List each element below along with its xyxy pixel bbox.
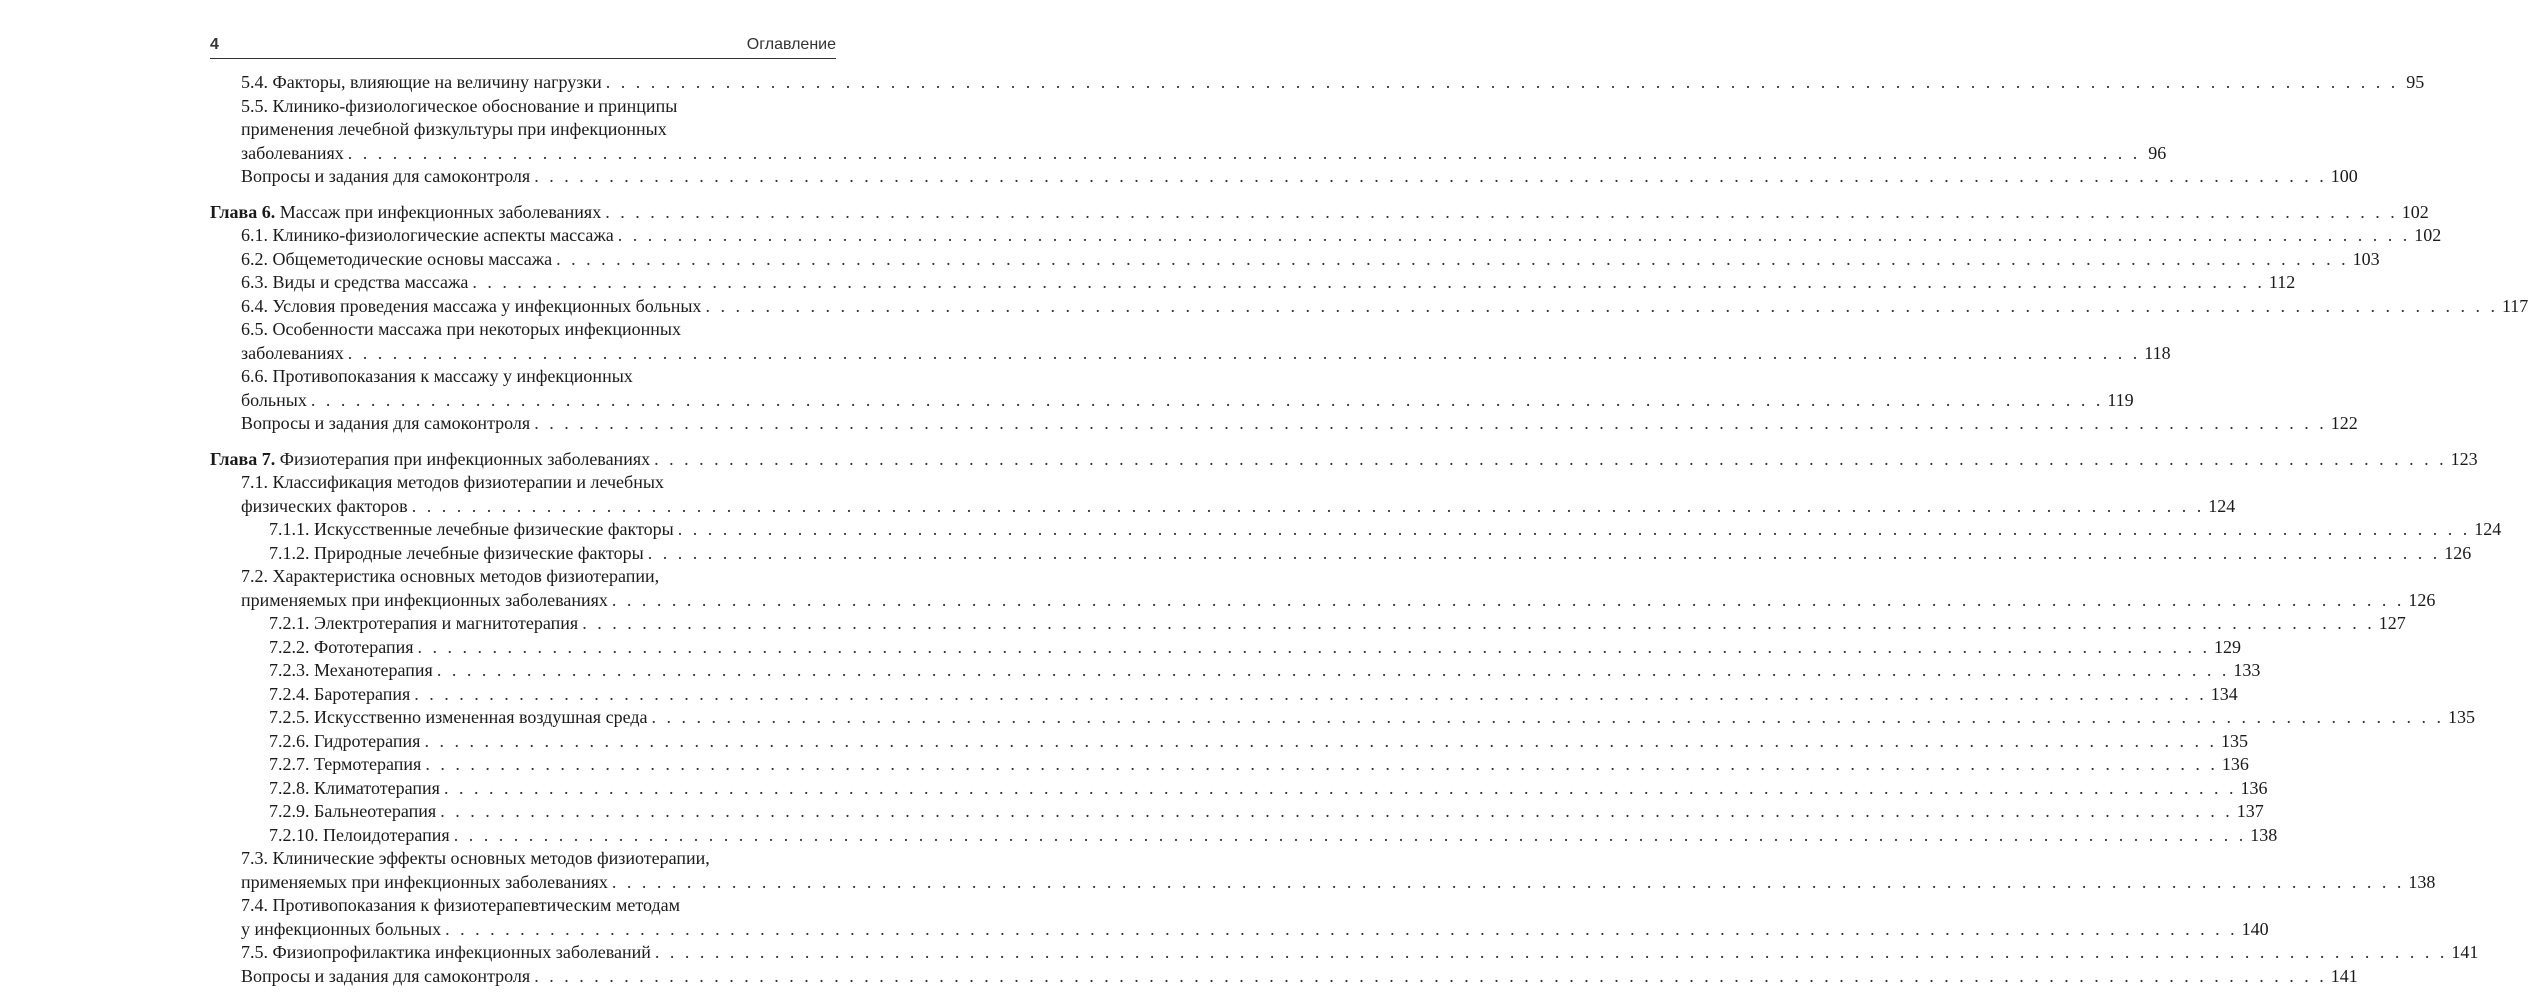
toc-page-number: 135 xyxy=(2220,730,2248,751)
toc-entry-text: 7.1.1. Искусственные лечебные физические факторы xyxy=(269,519,674,539)
toc-entry-text: 7.2.7. Термотерапия xyxy=(269,754,422,774)
toc-subsection-entry[interactable] xyxy=(210,659,2261,683)
toc-entry-title xyxy=(241,342,344,366)
dot-leader: . . . . . . . . . . . . . . . . . . . . . . . . . . . . . . . . . . . . . . . . . . . . . . . . . . . . . . . . . . . . . . . . . . . . . . . . . . . . . . . . . . . . . . . . . . . . . . . . . . . . . . . . . . . . . . . . . . . . . . . . xyxy=(654,942,2448,962)
toc-subsection-entry[interactable] xyxy=(210,683,2238,707)
dot-leader: . . . . . . . . . . . . . . . . . . . . . . . . . . . . . . . . . . . . . . . . . . . . . . . . . . . . . . . . . . . . . . . . . . . . . . . . . . . . . . . . . . . . . . . . . . . . . . . . . . . . . . . . . . . . . . . . . . . . . . . . xyxy=(417,636,2211,657)
toc-entry-title xyxy=(241,895,680,915)
toc-entry-title xyxy=(269,800,436,824)
toc-page-number: 96 xyxy=(2148,142,2167,163)
toc-entry-title xyxy=(241,472,664,492)
toc-entry-title xyxy=(269,753,421,777)
dot-leader: . . . . . . . . . . . . . . . . . . . . . . . . . . . . . . . . . . . . . . . . . . . . . . . . . . . . . . . . . . . . . . . . . . . . . . . . . . . . . . . . . . . . . . . . . . . . . . . . . . . . . . . . . . . . . . . . . . . . . . . . xyxy=(534,166,2327,186)
running-header xyxy=(210,36,836,58)
dot-leader: . . . . . . . . . . . . . . . . . . . . . . . . . . . . . . . . . . . . . . . . . . . . . . . . . . . . . . . . . . . . . . . . . . . . . . . . . . . . . . . . . . . . . . . . . . . . . . . . . . . . . . . . . . . . . . . . . . . . . . . . xyxy=(605,72,2399,92)
toc-page-number: 135 xyxy=(2447,707,2475,727)
toc-section-entry[interactable] xyxy=(210,224,2442,248)
toc-entry-title xyxy=(241,165,530,189)
toc-entry-text: у инфекционных больных xyxy=(241,918,442,939)
toc-entry-text: 6.6. Противопоказания к массажу у инфекционных xyxy=(241,366,633,386)
dot-leader: . . . . . . . . . . . . . . . . . . . . . . . . . . . . . . . . . . . . . . . . . . . . . . . . . . . . . . . . . . . . . . . . . . . . . . . . . . . . . . . . . . . . . . . . . . . . . . . . . . . . . . . . . . . . . . . . . . . . . . . . xyxy=(445,918,2238,939)
dot-leader: . . . . . . . . . . . . . . . . . . . . . . . . . . . . . . . . . . . . . . . . . . . . . . . . . . . . . . . . . . . . . . . . . . . . . . . . . . . . . . . . . . . . . . . . . . . . . . . . . . . . . . . . . . . . . . . . . . . . . . . . xyxy=(556,248,2349,269)
section-gap xyxy=(210,436,836,448)
toc-entry-title xyxy=(241,848,710,868)
toc-entry-title xyxy=(269,777,440,801)
toc-subsection-entry[interactable] xyxy=(210,706,2475,730)
toc-entry-title xyxy=(269,542,644,566)
toc-section-entry[interactable] xyxy=(210,295,2528,319)
dot-leader: . . . . . . . . . . . . . . . . . . . . . . . . . . . . . . . . . . . . . . . . . . . . . . . . . . . . . . . . . . . . . . . . . . . . . . . . . . . . . . . . . . . . . . . . . . . . . . . . . . . . . . . . . . . . . . . . . . . . . . . . xyxy=(425,754,2218,774)
toc-entry-text: 5.5. Клинико-физиологическое обоснование и принципы xyxy=(241,95,678,116)
dot-leader: . . . . . . . . . . . . . . . . . . . . . . . . . . . . . . . . . . . . . . . . . . . . . . . . . . . . . . . . . . . . . . . . . . . . . . . . . . . . . . . . . . . . . . . . . . . . . . . . . . . . . . . . . . . . . . . . . . . . . . . . xyxy=(582,613,2375,633)
chapter-label: Глава 6. xyxy=(210,201,276,222)
toc-section-entry[interactable] xyxy=(210,941,2479,965)
dot-leader: . . . . . . . . . . . . . . . . . . . . . . . . . . . . . . . . . . . . . . . . . . . . . . . . . . . . . . . . . . . . . . . . . . . . . . . . . . . . . . . . . . . . . . . . . . . . . . . . . . . . . . . . . . . . . . . . . . . . . . . . xyxy=(453,824,2247,845)
toc-page-number: 103 xyxy=(2352,248,2380,269)
toc-entry-title xyxy=(241,271,468,295)
toc-entry-title xyxy=(269,824,450,848)
toc-entry-title xyxy=(241,71,602,95)
toc-section-entry[interactable] xyxy=(210,847,2436,894)
dot-leader: . . . . . . . . . . . . . . . . . . . . . . . . . . . . . . . . . . . . . . . . . . . . . . . . . . . . . . . . . . . . . . . . . . . . . . . . . . . . . . . . . . . . . . . . . . . . . . . . . . . . . . . . . . . . . . . . . . . . . . . . xyxy=(436,660,2230,680)
toc-entry-title xyxy=(269,730,420,754)
toc-page-number: 102 xyxy=(2401,201,2429,222)
dot-leader: . . . . . . . . . . . . . . . . . . . . . . . . . . . . . . . . . . . . . . . . . . . . . . . . . . . . . . . . . . . . . . . . . . . . . . . . . . . . . . . . . . . . . . . . . . . . . . . . . . . . . . . . . . . . . . . . . . . . . . . . xyxy=(605,201,2398,222)
dot-leader: . . . . . . . . . . . . . . . . . . . . . . . . . . . . . . . . . . . . . . . . . . . . . . . . . . . . . . . . . . . . . . . . . . . . . . . . . . . . . . . . . . . . . . . . . . . . . . . . . . . . . . . . . . . . . . . . . . . . . . . . xyxy=(534,965,2327,986)
toc-section-entry[interactable] xyxy=(210,165,2358,189)
toc-entry-text: 7.2.3. Механотерапия xyxy=(269,660,433,680)
toc-entry-title xyxy=(210,448,650,472)
toc-entry-text: применения лечебной физкультуры при инфекционных xyxy=(241,119,667,139)
toc-subsection-entry[interactable] xyxy=(210,542,2472,566)
toc-entry-title xyxy=(241,941,651,965)
toc-chapter-entry[interactable] xyxy=(210,201,2429,225)
dot-leader: . . . . . . . . . . . . . . . . . . . . . . . . . . . . . . . . . . . . . . . . . . . . . . . . . . . . . . . . . . . . . . . . . . . . . . . . . . . . . . . . . . . . . . . . . . . . . . . . . . . . . . . . . . . . . . . . . . . . . . . . xyxy=(347,342,2141,363)
toc-entry-text: Массаж при инфекционных заболеваниях xyxy=(275,201,602,222)
toc-page-number: 141 xyxy=(2330,965,2358,986)
toc-page-number: 136 xyxy=(2221,754,2249,774)
toc-subsection-entry[interactable] xyxy=(210,777,2268,801)
toc-entry-title xyxy=(241,918,441,942)
toc-entry-text: Вопросы и задания для самоконтроля xyxy=(241,965,531,986)
toc-entry-text: 5.4. Факторы, влияющие на величину нагрузки xyxy=(241,72,602,92)
toc-section-entry[interactable] xyxy=(210,71,2425,95)
toc-entry-title xyxy=(241,389,307,413)
toc-page-number: 124 xyxy=(2208,495,2236,516)
dot-leader: . . . . . . . . . . . . . . . . . . . . . . . . . . . . . . . . . . . . . . . . . . . . . . . . . . . . . . . . . . . . . . . . . . . . . . . . . . . . . . . . . . . . . . . . . . . . . . . . . . . . . . . . . . . . . . . . . . . . . . . . xyxy=(705,295,2498,316)
toc-entry-text: 6.4. Условия проведения массажа у инфекционных больных xyxy=(241,295,702,316)
toc-section-entry[interactable] xyxy=(210,471,2236,518)
toc-page-number: 126 xyxy=(2408,589,2436,610)
dot-leader: . . . . . . . . . . . . . . . . . . . . . . . . . . . . . . . . . . . . . . . . . . . . . . . . . . . . . . . . . . . . . . . . . . . . . . . . . . . . . . . . . . . . . . . . . . . . . . . . . . . . . . . . . . . . . . . . . . . . . . . . xyxy=(347,142,2141,163)
toc-subsection-entry[interactable] xyxy=(210,612,2406,636)
toc-entry-title xyxy=(269,659,433,683)
dot-leader: . . . . . . . . . . . . . . . . . . . . . . . . . . . . . . . . . . . . . . . . . . . . . . . . . . . . . . . . . . . . . . . . . . . . . . . . . . . . . . . . . . . . . . . . . . . . . . . . . . . . . . . . . . . . . . . . . . . . . . . . xyxy=(617,225,2411,245)
toc-page-number: 118 xyxy=(2144,342,2171,363)
section-gap xyxy=(210,189,836,201)
toc-entry-text: заболеваниях xyxy=(241,142,344,163)
toc-entry-title xyxy=(269,612,578,636)
dot-leader: . . . . . . . . . . . . . . . . . . . . . . . . . . . . . . . . . . . . . . . . . . . . . . . . . . . . . . . . . . . . . . . . . . . . . . . . . . . . . . . . . . . . . . . . . . . . . . . . . . . . . . . . . . . . . . . . . . . . . . . . xyxy=(654,448,2447,469)
toc-entry-text: 7.2.2. Фототерапия xyxy=(269,636,414,657)
dot-leader: . . . . . . . . . . . . . . . . . . . . . . . . . . . . . . . . . . . . . . . . . . . . . . . . . . . . . . . . . . . . . . . . . . . . . . . . . . . . . . . . . . . . . . . . . . . . . . . . . . . . . . . . . . . . . . . . . . . . . . . . xyxy=(472,272,2265,292)
toc-subsection-entry[interactable] xyxy=(210,753,2249,777)
table-of-contents xyxy=(210,71,2528,988)
toc-subsection-entry[interactable] xyxy=(210,636,2242,660)
toc-entry-text: 7.3. Клинические эффекты основных методов физиотерапии, xyxy=(241,848,710,868)
toc-page-number: 124 xyxy=(2474,519,2502,539)
toc-entry-text: 7.1. Классификация методов физиотерапии и лечебных xyxy=(241,472,664,492)
dot-leader: . . . . . . . . . . . . . . . . . . . . . . . . . . . . . . . . . . . . . . . . . . . . . . . . . . . . . . . . . . . . . . . . . . . . . . . . . . . . . . . . . . . . . . . . . . . . . . . . . . . . . . . . . . . . . . . . . . . . . . . . xyxy=(310,389,2104,410)
toc-entry-text: Вопросы и задания для самоконтроля xyxy=(241,166,531,186)
dot-leader: . . . . . . . . . . . . . . . . . . . . . . . . . . . . . . . . . . . . . . . . . . . . . . . . . . . . . . . . . . . . . . . . . . . . . . . . . . . . . . . . . . . . . . . . . . . . . . . . . . . . . . . . . . . . . . . . . . . . . . . . xyxy=(411,495,2205,516)
toc-entry-text: 6.2. Общеметодические основы массажа xyxy=(241,248,553,269)
toc-entry-title xyxy=(241,412,530,436)
dot-leader: . . . . . . . . . . . . . . . . . . . . . . . . . . . . . . . . . . . . . . . . . . . . . . . . . . . . . . . . . . . . . . . . . . . . . . . . . . . . . . . . . . . . . . . . . . . . . . . . . . . . . . . . . . . . . . . . . . . . . . . . xyxy=(414,683,2207,704)
toc-entry-text: 6.1. Клинико-физиологические аспекты массажа xyxy=(241,225,614,245)
toc-section-entry[interactable] xyxy=(210,965,2358,989)
toc-entry-title xyxy=(241,495,408,519)
toc-page-number: 122 xyxy=(2330,413,2358,433)
toc-entry-text: физических факторов xyxy=(241,495,408,516)
toc-entry-text: 7.4. Противопоказания к физиотерапевтическим методам xyxy=(241,895,680,915)
toc-entry-title xyxy=(241,589,608,613)
toc-page-number: 100 xyxy=(2330,166,2358,186)
toc-entry-text: больных xyxy=(241,389,307,410)
toc-entry-title xyxy=(241,965,530,989)
dot-leader: . . . . . . . . . . . . . . . . . . . . . . . . . . . . . . . . . . . . . . . . . . . . . . . . . . . . . . . . . . . . . . . . . . . . . . . . . . . . . . . . . . . . . . . . . . . . . . . . . . . . . . . . . . . . . . . . . . . . . . . . xyxy=(647,542,2441,563)
toc-entry-text: 7.2.5. Искусственно измененная воздушная среда xyxy=(269,707,648,727)
toc-entry-text: 7.2.4. Баротерапия xyxy=(269,683,411,704)
toc-entry-text: 7.1.2. Природные лечебные физические факторы xyxy=(269,542,644,563)
page-number: 4 xyxy=(210,36,219,53)
toc-entry-title xyxy=(241,295,701,319)
toc-subsection-entry[interactable] xyxy=(210,518,2502,542)
toc-subsection-entry[interactable] xyxy=(210,730,2248,754)
toc-section-entry[interactable] xyxy=(210,412,2358,436)
header-divider xyxy=(210,58,836,59)
toc-entry-text: 7.2.6. Гидротерапия xyxy=(269,730,421,751)
toc-entry-title xyxy=(241,119,667,139)
chapter-label: Глава 7. xyxy=(210,448,276,469)
running-section-title: Оглавление xyxy=(746,36,836,53)
toc-section-entry[interactable] xyxy=(210,365,2134,412)
toc-entry-title xyxy=(241,96,677,116)
toc-entry-title xyxy=(269,636,414,660)
toc-entry-title xyxy=(210,201,601,225)
toc-entry-title xyxy=(269,683,410,707)
toc-entry-text: 7.2.10. Пелоидотерапия xyxy=(269,824,450,845)
toc-subsection-entry[interactable] xyxy=(210,800,2264,824)
dot-leader: . . . . . . . . . . . . . . . . . . . . . . . . . . . . . . . . . . . . . . . . . . . . . . . . . . . . . . . . . . . . . . . . . . . . . . . . . . . . . . . . . . . . . . . . . . . . . . . . . . . . . . . . . . . . . . . . . . . . . . . . xyxy=(677,519,2471,539)
toc-entry-text: 6.5. Особенности массажа при некоторых инфекционных xyxy=(241,319,681,339)
dot-leader: . . . . . . . . . . . . . . . . . . . . . . . . . . . . . . . . . . . . . . . . . . . . . . . . . . . . . . . . . . . . . . . . . . . . . . . . . . . . . . . . . . . . . . . . . . . . . . . . . . . . . . . . . . . . . . . . . . . . . . . . xyxy=(611,589,2405,610)
toc-entry-title xyxy=(269,518,674,542)
toc-page-number: 112 xyxy=(2268,272,2296,292)
toc-entry-text: применяемых при инфекционных заболеваниях xyxy=(241,589,608,610)
toc-page-number: 134 xyxy=(2210,683,2238,704)
toc-page-number: 119 xyxy=(2107,389,2134,410)
toc-section-entry[interactable] xyxy=(210,565,2436,612)
dot-leader: . . . . . . . . . . . . . . . . . . . . . . . . . . . . . . . . . . . . . . . . . . . . . . . . . . . . . . . . . . . . . . . . . . . . . . . . . . . . . . . . . . . . . . . . . . . . . . . . . . . . . . . . . . . . . . . . . . . . . . . . xyxy=(651,707,2444,727)
dot-leader: . . . . . . . . . . . . . . . . . . . . . . . . . . . . . . . . . . . . . . . . . . . . . . . . . . . . . . . . . . . . . . . . . . . . . . . . . . . . . . . . . . . . . . . . . . . . . . . . . . . . . . . . . . . . . . . . . . . . . . . . xyxy=(534,413,2327,433)
toc-page-number: 127 xyxy=(2378,613,2406,633)
toc-page-number: 126 xyxy=(2444,542,2472,563)
dot-leader: . . . . . . . . . . . . . . . . . . . . . . . . . . . . . . . . . . . . . . . . . . . . . . . . . . . . . . . . . . . . . . . . . . . . . . . . . . . . . . . . . . . . . . . . . . . . . . . . . . . . . . . . . . . . . . . . . . . . . . . . xyxy=(443,777,2237,798)
toc-entry-title xyxy=(269,706,647,730)
toc-page-number: 123 xyxy=(2450,448,2478,469)
dot-leader: . . . . . . . . . . . . . . . . . . . . . . . . . . . . . . . . . . . . . . . . . . . . . . . . . . . . . . . . . . . . . . . . . . . . . . . . . . . . . . . . . . . . . . . . . . . . . . . . . . . . . . . . . . . . . . . . . . . . . . . . xyxy=(440,801,2233,821)
toc-entry-title xyxy=(241,248,552,272)
toc-entry-title xyxy=(241,224,614,248)
toc-section-entry[interactable] xyxy=(210,318,2171,365)
toc-entry-text: заболеваниях xyxy=(241,342,344,363)
toc-entry-text: Вопросы и задания для самоконтроля xyxy=(241,413,531,433)
toc-entry-text: 7.2.9. Бальнеотерапия xyxy=(269,801,437,821)
toc-entry-title xyxy=(241,319,681,339)
toc-entry-text: 7.2.1. Электротерапия и магнитотерапия xyxy=(269,613,579,633)
toc-entry-title xyxy=(241,871,608,895)
toc-entry-text: 7.5. Физиопрофилактика инфекционных заболеваний xyxy=(241,942,651,962)
toc-page-number: 117 xyxy=(2501,295,2528,316)
toc-subsection-entry[interactable] xyxy=(210,824,2278,848)
toc-section-entry[interactable] xyxy=(210,248,2380,272)
dot-leader: . . . . . . . . . . . . . . . . . . . . . . . . . . . . . . . . . . . . . . . . . . . . . . . . . . . . . . . . . . . . . . . . . . . . . . . . . . . . . . . . . . . . . . . . . . . . . . . . . . . . . . . . . . . . . . . . . . . . . . . . xyxy=(424,730,2217,751)
toc-entry-text: применяемых при инфекционных заболеваниях xyxy=(241,871,608,892)
toc-entry-title xyxy=(241,566,659,586)
toc-section-entry[interactable] xyxy=(210,894,2269,941)
toc-entry-text: 7.2.8. Климатотерапия xyxy=(269,777,440,798)
toc-page-number: 133 xyxy=(2233,660,2261,680)
toc-page-number: 140 xyxy=(2241,918,2269,939)
toc-entry-text: 7.2. Характеристика основных методов физиотерапии, xyxy=(241,566,660,586)
toc-page-number: 136 xyxy=(2240,777,2268,798)
toc-page-number: 95 xyxy=(2406,72,2425,92)
toc-page-number: 137 xyxy=(2236,801,2264,821)
toc-entry-text: 6.3. Виды и средства массажа xyxy=(241,272,469,292)
toc-chapter-entry[interactable] xyxy=(210,448,2478,472)
toc-entry-title xyxy=(241,366,633,386)
toc-page-number: 141 xyxy=(2451,942,2479,962)
toc-page-number: 138 xyxy=(2250,824,2278,845)
toc-section-entry[interactable] xyxy=(210,95,2167,166)
toc-entry-title xyxy=(241,142,344,166)
toc-page-number: 102 xyxy=(2414,225,2442,245)
dot-leader: . . . . . . . . . . . . . . . . . . . . . . . . . . . . . . . . . . . . . . . . . . . . . . . . . . . . . . . . . . . . . . . . . . . . . . . . . . . . . . . . . . . . . . . . . . . . . . . . . . . . . . . . . . . . . . . . . . . . . . . . xyxy=(611,871,2405,892)
toc-page-number: 138 xyxy=(2408,871,2436,892)
toc-section-entry[interactable] xyxy=(210,271,2296,295)
toc-page-number: 129 xyxy=(2214,636,2242,657)
toc-entry-text: Физиотерапия при инфекционных заболеваниях xyxy=(275,448,651,469)
